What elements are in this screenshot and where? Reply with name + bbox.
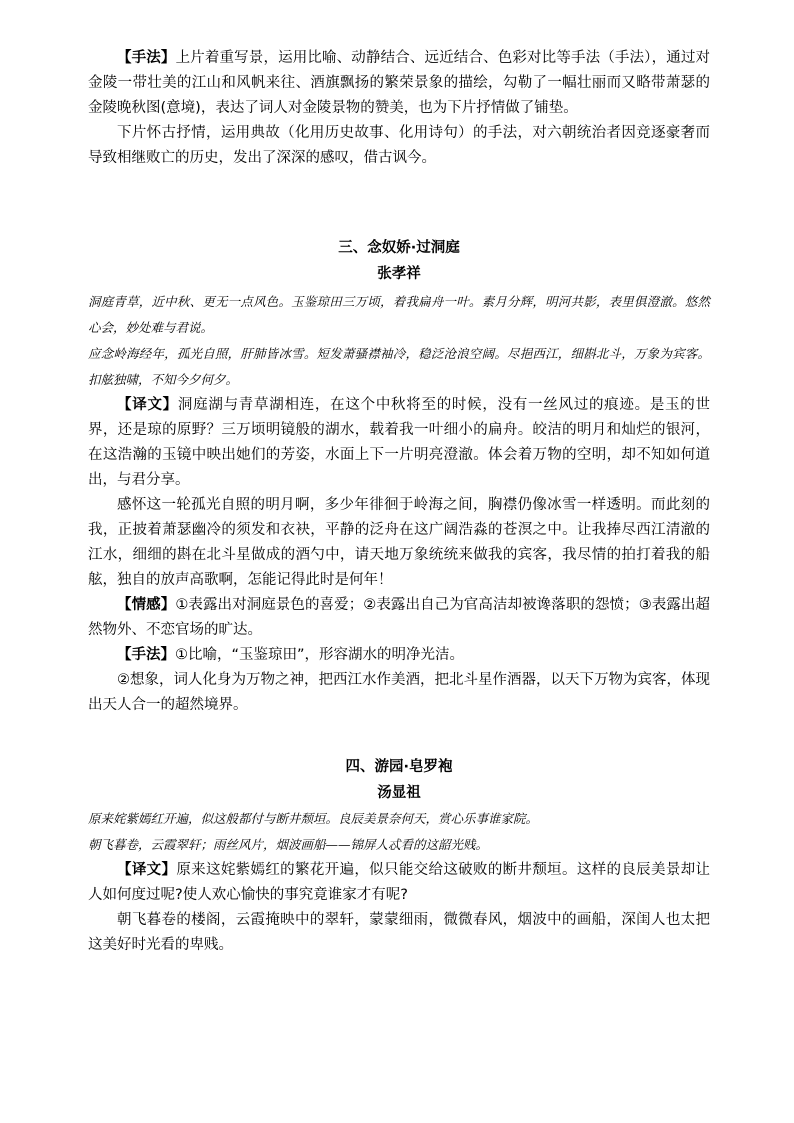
huaigu-paragraph: 下片怀古抒情，运用典故（化用历史故事、化用诗句）的手法，对六朝统治者因竞逐豪奢而导致相继败亡的历史，发出了深深的感叹，借古讽今。 [88, 125, 710, 166]
yiwen-paragraph-1 [88, 858, 710, 908]
shoufa-paragraph [88, 46, 710, 121]
qinggan-paragraph [88, 593, 710, 643]
poem-stanza-1: 洞庭青草，近中秋、更无一点风色。玉鉴琼田三万顷，着我扁舟一叶。素月分辉，明河共影，表里俱澄澈。悠然心会，妙处难与君说。 [88, 294, 710, 335]
section2-body [88, 46, 710, 171]
yiwen-text-1: 原来这姹紫嫣红的繁花开遍，似只能交给这破败的断井颓垣。这样的良辰美景却让人如何度过呢?使人欢心愉快的事究竟谁家才有呢? [88, 862, 711, 903]
section3-body [88, 289, 710, 718]
section3-author: 张孝祥 [377, 266, 421, 282]
poem-stanza-2: 应念岭海经年，孤光自照，肝肺皆冰雪。短发萧骚襟袖冷，稳泛沧浪空阔。尽挹西江，细斟北斗，万象为宾客。扣舷独啸，不知今夕何夕。 [88, 346, 710, 387]
yiwen-paragraph-2: 感怀这一轮孤光自照的明月啊，多少年徘徊于岭海之间，胸襟仍像冰雪一样透明。而此刻的我，正披着萧瑟幽冷的须发和衣袂，平静的泛舟在这广阔浩淼的苍溟之中。让我捧尽西江清澈的江水，细细的斟在北斗星做成的酒勺中，请天地万象统统来做我的宾客，我尽情的拍打着我的船舷，独自的放声高歌啊，怎能记得此时是何年！ [88, 497, 710, 588]
yiwen-paragraph-2: 朝飞暮卷的楼阁，云霞掩映中的翠轩，蒙蒙细雨，微微春风，烟波中的画船，深闺人也太把这美好时光看的卑贱。 [88, 912, 710, 953]
yiwen-text-1: 洞庭湖与青草湖相连，在这个中秋将至的时候，没有一丝风过的痕迹。是玉的世界，还是琼的原野？三万顷明镜般的湖水，载着我一叶细小的扁舟。皎洁的明月和灿烂的银河，在这浩瀚的玉镜中映出她们的芳姿，水面上下一片明亮澄澈。体会着万物的空明，却不知如何道出，与君分享。 [88, 397, 711, 488]
qinggan-tag: 【情感】 [117, 597, 176, 613]
yiwen-paragraph-1 [88, 393, 710, 493]
shoufa-tag: 【手法】 [117, 647, 175, 663]
shoufa-tag: 【手法】 [117, 50, 176, 66]
shoufa-paragraph-2: ②想象，词人化身为万物之神，把西江水作美酒，把北斗星作酒器，以天下万物为宾客，体现出天人合一的超然境界。 [88, 672, 710, 713]
yiwen-tag: 【译文】 [117, 862, 177, 878]
section4-author: 汤显祖 [377, 785, 421, 801]
shoufa-text-1: ①比喻，“玉鉴琼田”，形容湖水的明净光洁。 [175, 647, 465, 663]
yiwen-tag: 【译文】 [117, 397, 178, 413]
shoufa-paragraph-1 [88, 643, 710, 668]
poem-line-2: 朝飞暮卷，云霞翠轩；雨丝风片，烟波画船——锦屏人忒看的这韶光贱。 [88, 837, 489, 852]
section4-body [88, 806, 710, 958]
poem-line-1: 原来姹紫嫣红开遍，似这般都付与断井颓垣。良辰美景奈何天，赏心乐事谁家院。 [88, 811, 539, 826]
section4-title: 四、游园·皂罗袍 [345, 759, 453, 775]
shoufa-text: 上片着重写景，运用比喻、动静结合、远近结合、色彩对比等手法（手法），通过对金陵一带壮美的江山和风帆来往、酒旗飘扬的繁荣景象的描绘，勾勒了一幅壮丽而又略带萧瑟的金陵晚秋图(意境)，表达了词人对金陵景物的赞美，也为下片抒情做了铺垫。 [88, 50, 710, 116]
qinggan-text: ①表露出对洞庭景色的喜爱；②表露出自己为官高洁却被谗落职的怨愤；③表露出超然物外、不恋官场的旷达。 [88, 597, 711, 638]
section3-title: 三、念奴娇·过洞庭 [338, 240, 460, 256]
